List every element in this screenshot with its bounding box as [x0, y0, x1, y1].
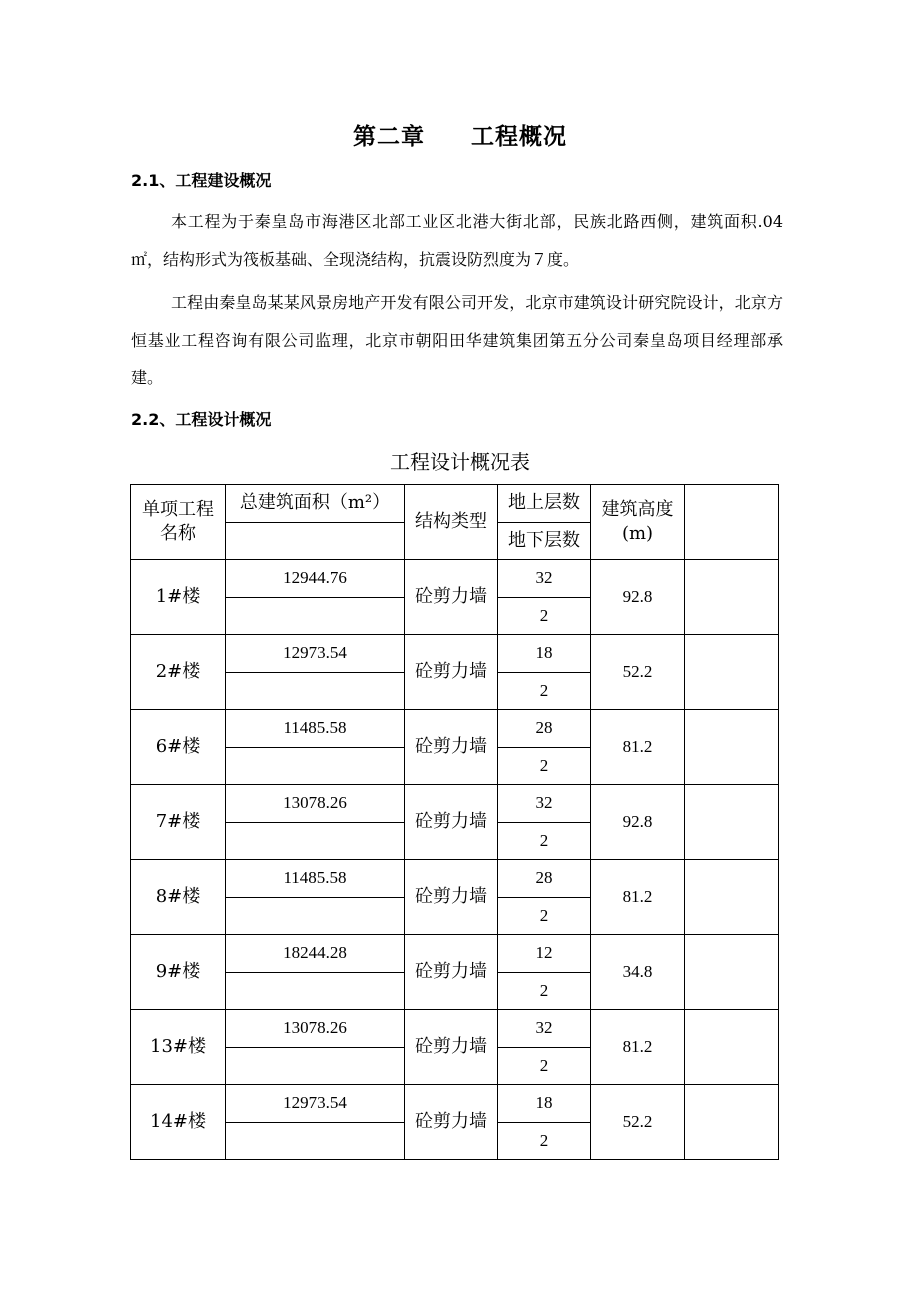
floors-below: 2 [498, 672, 591, 710]
building-structure: 砼剪力墙 [405, 635, 498, 710]
table-caption: 工程设计概况表 [390, 450, 530, 474]
table-row [131, 935, 779, 973]
header-total-area: 总建筑面积（m²） [226, 485, 405, 523]
table-row [131, 1085, 779, 1123]
building-structure: 砼剪力墙 [405, 560, 498, 635]
building-height: 92.8 [591, 560, 685, 635]
building-structure: 砼剪力墙 [405, 785, 498, 860]
floors-below: 2 [498, 1122, 591, 1160]
chapter-name: 工程概况 [471, 124, 567, 150]
building-height: 52.2 [591, 635, 685, 710]
floors-above: 32 [498, 1010, 591, 1048]
building-structure: 砼剪力墙 [405, 1010, 498, 1085]
building-height: 81.2 [591, 1010, 685, 1085]
table-row [131, 785, 779, 823]
floors-above: 12 [498, 935, 591, 973]
floors-below: 2 [498, 747, 591, 785]
table-body [131, 560, 779, 1160]
building-area: 13078.26 [226, 1010, 405, 1048]
building-height: 81.2 [591, 710, 685, 785]
header-project-name: 单项工程名称 [131, 485, 226, 560]
floors-above: 32 [498, 785, 591, 823]
floors-below: 2 [498, 597, 591, 635]
blank-cell [685, 785, 779, 860]
blank-cell [685, 935, 779, 1010]
blank-cell [685, 1085, 779, 1160]
building-area-blank [226, 597, 405, 635]
building-area: 12973.54 [226, 1085, 405, 1123]
building-area: 18244.28 [226, 935, 405, 973]
building-area-blank [226, 897, 405, 935]
building-area-blank [226, 1047, 405, 1085]
building-area: 12973.54 [226, 635, 405, 673]
table-row [131, 560, 779, 598]
building-height: 81.2 [591, 860, 685, 935]
floors-above: 32 [498, 560, 591, 598]
building-area-blank [226, 972, 405, 1010]
table-row [131, 860, 779, 898]
building-name: 6#楼 [131, 710, 226, 785]
paragraph-project-parties: 工程由秦皇岛某某风景房地产开发有限公司开发，北京市建筑设计研究院设计，北京方恒基业工程咨询有限公司监理，北京市朝阳田华建筑集团第五分公司秦皇岛项目经理部承建。 [131, 293, 783, 387]
building-structure: 砼剪力墙 [405, 1085, 498, 1160]
building-area: 11485.58 [226, 710, 405, 748]
building-name: 8#楼 [131, 860, 226, 935]
building-name: 1#楼 [131, 560, 226, 635]
building-structure: 砼剪力墙 [405, 710, 498, 785]
building-structure: 砼剪力墙 [405, 935, 498, 1010]
building-area: 11485.58 [226, 860, 405, 898]
blank-cell [685, 560, 779, 635]
paragraph-project-location: 本工程为于秦皇岛市海港区北部工业区北港大街北部，民族北路西侧，建筑面积.04 ㎡，结构形式为筏板基础、全现浇结构，抗震设防烈度为７度。 [131, 212, 783, 269]
building-area: 13078.26 [226, 785, 405, 823]
building-height: 34.8 [591, 935, 685, 1010]
building-area-blank [226, 672, 405, 710]
building-area-blank [226, 1122, 405, 1160]
blank-cell [685, 635, 779, 710]
building-area-blank [226, 747, 405, 785]
section-heading-2-2: 2.2、工程设计概况 [131, 410, 272, 429]
table-row [131, 635, 779, 673]
table-row [131, 710, 779, 748]
floors-below: 2 [498, 972, 591, 1010]
blank-cell [685, 710, 779, 785]
header-area-blank [226, 522, 405, 560]
header-blank [685, 485, 779, 560]
building-name: 13#楼 [131, 1010, 226, 1085]
building-area-blank [226, 822, 405, 860]
floors-above: 28 [498, 710, 591, 748]
floors-above: 28 [498, 860, 591, 898]
header-floors-below: 地下层数 [498, 522, 591, 560]
section-heading-2-1: 2.1、工程建设概况 [131, 171, 272, 190]
building-height: 52.2 [591, 1085, 685, 1160]
header-building-height: 建筑高度(m) [591, 485, 685, 560]
blank-cell [685, 1010, 779, 1085]
floors-above: 18 [498, 1085, 591, 1123]
floors-above: 18 [498, 635, 591, 673]
floors-below: 2 [498, 1047, 591, 1085]
building-name: 7#楼 [131, 785, 226, 860]
building-height: 92.8 [591, 785, 685, 860]
header-floors-above: 地上层数 [498, 485, 591, 523]
table-row [131, 1010, 779, 1048]
building-area: 12944.76 [226, 560, 405, 598]
floors-below: 2 [498, 822, 591, 860]
blank-cell [685, 860, 779, 935]
header-structure-type: 结构类型 [405, 485, 498, 560]
floors-below: 2 [498, 897, 591, 935]
building-name: 2#楼 [131, 635, 226, 710]
table-header-row [131, 485, 779, 523]
chapter-title [0, 118, 920, 151]
design-overview-table [130, 484, 779, 1160]
building-name: 14#楼 [131, 1085, 226, 1160]
building-structure: 砼剪力墙 [405, 860, 498, 935]
building-name: 9#楼 [131, 935, 226, 1010]
chapter-number: 第二章 [353, 124, 425, 150]
